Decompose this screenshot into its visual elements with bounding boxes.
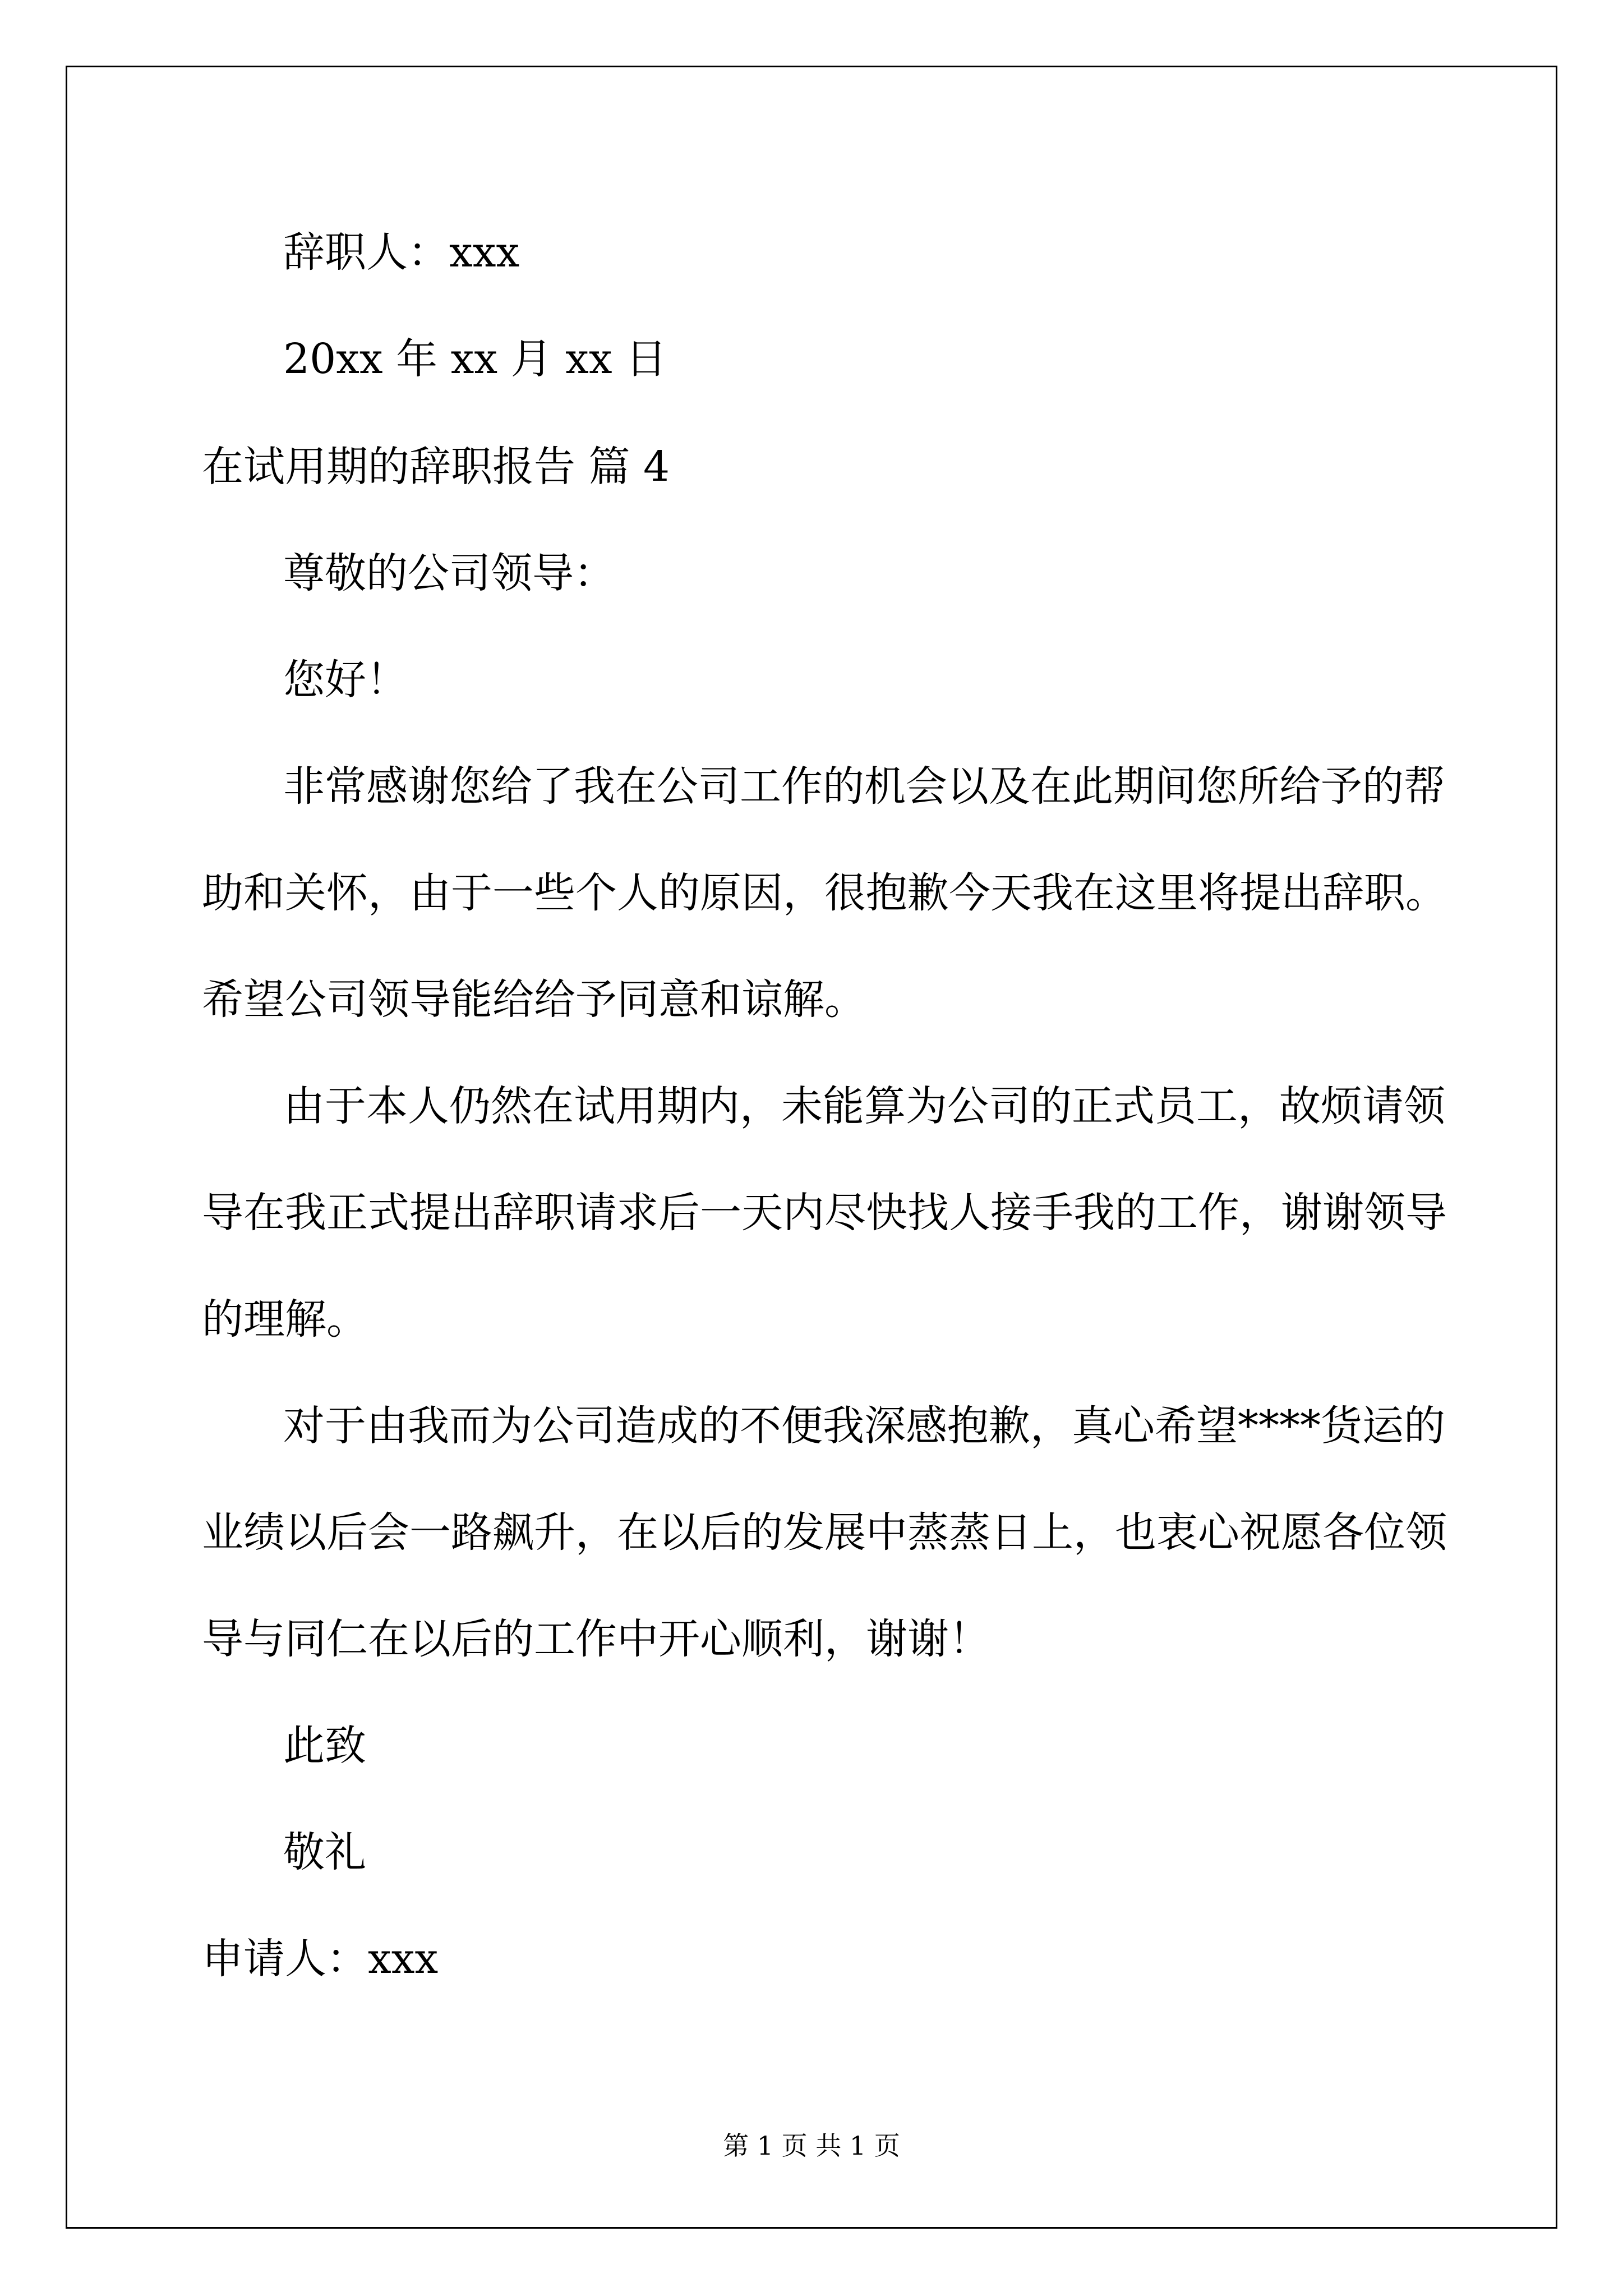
paragraph-2-line-2: 导在我正式提出辞职请求后一天内尽快找人接手我的工作，谢谢领导 (202, 1189, 1447, 1237)
closing-line-1: 此致 (283, 1722, 366, 1770)
resigner-line: 辞职人：xxx (283, 228, 520, 277)
page-footer: 第 1 页 共 1 页 (723, 2131, 900, 2161)
section-heading: 在试用期的辞职报告 篇 4 (202, 443, 670, 491)
page-border (66, 66, 1557, 2229)
paragraph-3-line-3: 导与同仁在以后的工作中开心顺利，谢谢！ (202, 1615, 990, 1663)
paragraph-1-line-3: 希望公司领导能给给予同意和谅解。 (202, 976, 866, 1024)
closing-line-2: 敬礼 (283, 1828, 366, 1876)
paragraph-1-line-1: 非常感谢您给了我在公司工作的机会以及在此期间您所给予的帮 (283, 762, 1445, 811)
salutation: 尊敬的公司领导： (283, 549, 615, 597)
applicant-line: 申请人：xxx (202, 1935, 439, 1983)
paragraph-2-line-1: 由于本人仍然在试用期内，未能算为公司的正式员工，故烦请领 (283, 1082, 1445, 1130)
paragraph-3-line-1: 对于由我而为公司造成的不便我深感抱歉，真心希望****货运的 (283, 1402, 1445, 1450)
paragraph-1-line-2: 助和关怀，由于一些个人的原因，很抱歉今天我在这里将提出辞职。 (202, 869, 1447, 917)
paragraph-2-line-3: 的理解。 (202, 1295, 368, 1343)
paragraph-3-line-2: 业绩以后会一路飙升，在以后的发展中蒸蒸日上，也衷心祝愿各位领 (202, 1508, 1447, 1557)
date-line: 20xx 年 xx 月 xx 日 (283, 335, 667, 383)
greeting: 您好！ (283, 656, 408, 704)
